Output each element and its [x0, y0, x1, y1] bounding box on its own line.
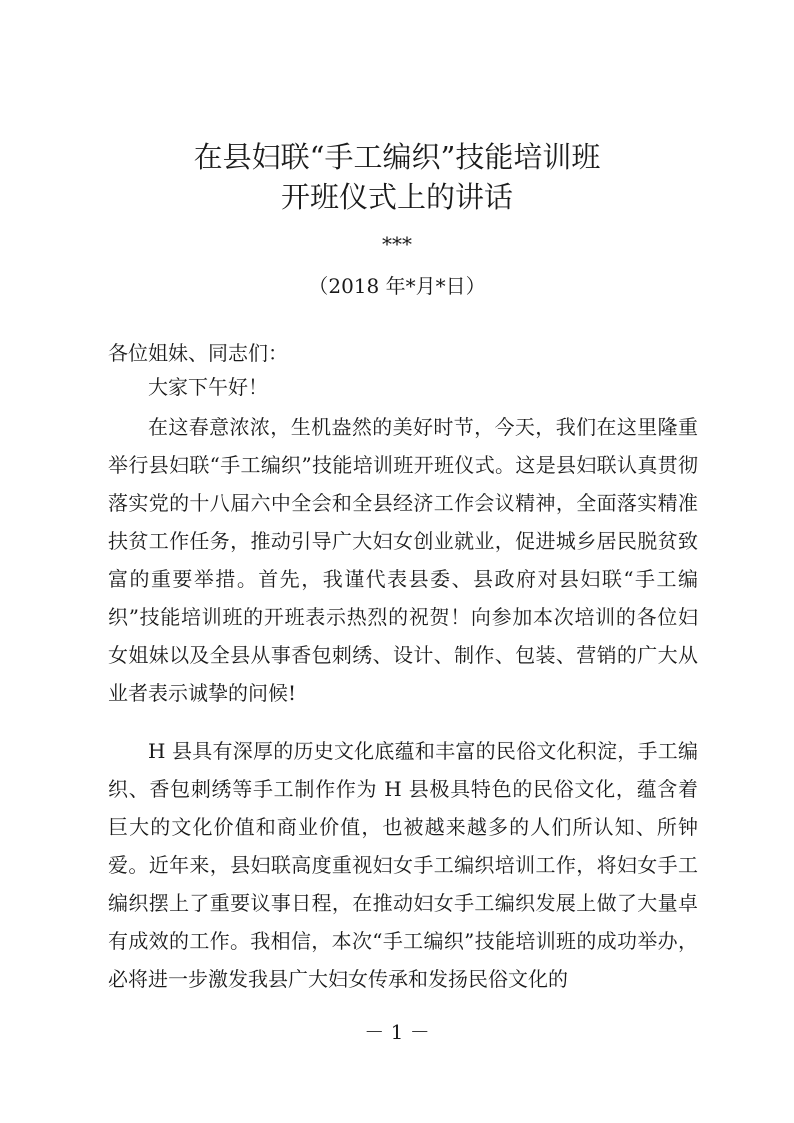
- salutation: 各位姐妹、同志们：: [108, 341, 288, 365]
- speech-date: （2018 年*月*日）: [308, 274, 486, 298]
- body-paragraph-1: 在这春意浓浓，生机盎然的美好时节，今天，我们在这里隆重举行县妇联“手工编织”技能培训班开班仪式。这是县妇联认真贯彻落实党的十八届六中全会和全县经济工作会议精神，全面落实精准扶贫工作任务，推动引导广大妇女创业就业，促进城乡居民脱贫致富的重要举措。首先，我谨代表县委、县政府对县妇联“手工编织”技能培训班的开班表示热烈的祝贺！向参加本次培训的各位妇女姐妹以及全县从事香包刺绣、设计、制作、包装、营销的广大从业者表示诚挚的问候!: [108, 415, 698, 705]
- document-title-line-1: 在县妇联“手工编织”技能培训班: [193, 140, 601, 174]
- document-title-line-2: 开班仪式上的讲话: [280, 180, 513, 214]
- greeting-paragraph: 大家下午好！: [148, 375, 268, 399]
- page-number: － 1 －: [364, 1020, 430, 1044]
- body-paragraph-2: H 县具有深厚的历史文化底蕴和丰富的民俗文化积淀，手工编织、香包刺绣等手工制作作为 H 县极具特色的民俗文化，蕴含着巨大的文化价值和商业价值，也被越来越多的人们所认知、所钟爱。近年来，县妇联高度重视妇女手工编织培训工作，将妇女手工编织摆上了重要议事日程，在推动妇女手工编织发展上做了大量卓有成效的工作。我相信，本次“手工编织”技能培训班的成功举办，必将进一步激发我县广大妇女传承和发扬民俗文化的: [108, 739, 698, 991]
- author-placeholder: ***: [382, 232, 412, 256]
